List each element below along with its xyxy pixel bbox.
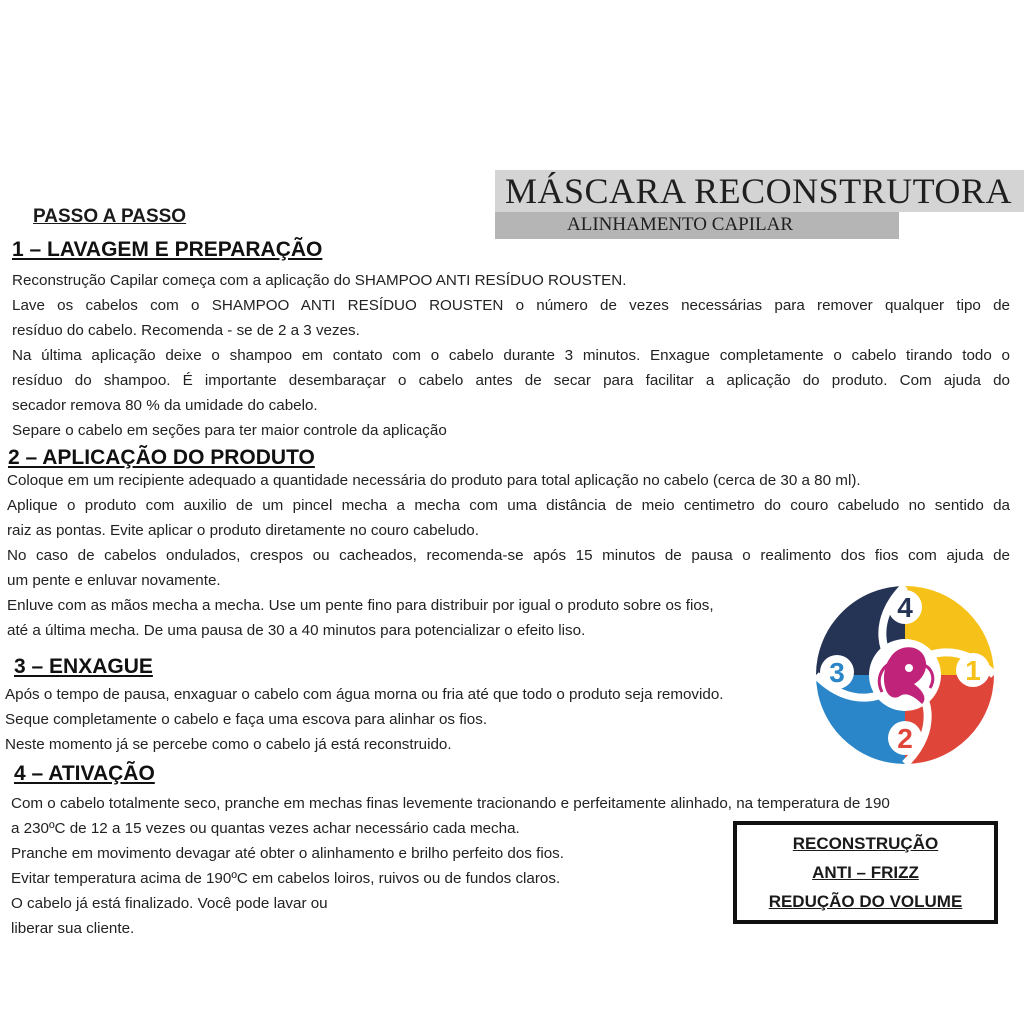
- steps-heading: PASSO A PASSO: [33, 206, 187, 227]
- section-3-body: [5, 682, 805, 757]
- cycle-label-2: 2: [897, 723, 913, 754]
- text-line: até a última mecha. De uma pausa de 30 a 40 minutos para potencializar o efeito liso.: [7, 622, 586, 639]
- text-line: um pente e enluvar novamente.: [7, 572, 221, 589]
- text-line: Com o cabelo totalmente seco, pranche em mechas finas levemente tracionando e perfeitamente alinhado, na temperatura de 190: [11, 795, 890, 812]
- section-4-heading: 4 – ATIVAÇÃO: [14, 762, 155, 785]
- cycle-label-3: 3: [829, 657, 845, 688]
- page-subtitle: ALINHAMENTO CAPILAR: [567, 214, 794, 235]
- benefits-box: [733, 821, 998, 924]
- benefit-anti-frizz: ANTI – FRIZZ: [812, 863, 919, 882]
- cycle-svg: [810, 580, 1000, 770]
- cycle-diagram: [810, 580, 1000, 770]
- page-title: MÁSCARA RECONSTRUTORA: [505, 171, 1012, 211]
- section-1-body: [12, 268, 1010, 443]
- text-line: Separe o cabelo em seções para ter maior controle da aplicação: [12, 422, 447, 439]
- text-line: a 230ºC de 12 a 15 vezes ou quantas vezes achar necessário cada mecha.: [11, 820, 520, 837]
- text-line: Neste momento já se percebe como o cabelo já está reconstruido.: [5, 736, 452, 753]
- text-line: Pranche em movimento devagar até obter o alinhamento e brilho perfeito dos fios.: [11, 845, 564, 862]
- text-line: Reconstrução Capilar começa com a aplicação do SHAMPOO ANTI RESÍDUO ROUSTEN.: [12, 272, 627, 289]
- section-3-heading: 3 – ENXAGUE: [14, 655, 153, 678]
- text-line: Enluve com as mãos mecha a mecha. Use um pente fino para distribuir por igual o produto sobre os fios,: [7, 597, 714, 614]
- cycle-label-1: 1: [965, 655, 981, 686]
- text-line: resíduo do shampoo. É importante desembaraçar o cabelo antes de secar para facilitar a aplicação do produto. Com ajuda do: [12, 372, 1010, 389]
- benefit-reducao-volume: REDUÇÃO DO VOLUME: [768, 892, 963, 911]
- text-line: O cabelo já está finalizado. Você pode lavar ou: [11, 895, 328, 912]
- text-line: resíduo do cabelo. Recomenda - se de 2 a 3 vezes.: [12, 322, 360, 339]
- text-line: raiz as pontas. Evite aplicar o produto diretamente no couro cabeludo.: [7, 522, 479, 539]
- text-line: Aplique o produto com auxilio de um pincel mecha a mecha com uma distância de meio centimetro do couro cabeludo no sentido da: [7, 497, 1010, 514]
- text-line: Lave os cabelos com o SHAMPOO ANTI RESÍDUO ROUSTEN o número de vezes necessárias para remover qualquer tipo de: [12, 297, 1010, 314]
- text-line: Seque completamente o cabelo e faça uma escova para alinhar os fios.: [5, 711, 488, 728]
- text-line: No caso de cabelos ondulados, crespos ou cacheados, recomenda-se após 15 minutos de pausa o realimento dos fios com ajuda de: [7, 547, 1010, 564]
- text-line: Após o tempo de pausa, enxaguar o cabelo com água morna ou fria até que todo o produto seja removido.: [5, 686, 724, 703]
- text-line: Coloque em um recipiente adequado a quantidade necessária do produto para total aplicação no cabelo (cerca de 30 a 80 ml).: [7, 472, 861, 489]
- text-line: secador remova 80 % da umidade do cabelo.: [12, 397, 318, 414]
- section-1-heading: 1 – LAVAGEM E PREPARAÇÃO: [12, 238, 323, 261]
- benefit-reconstrucao: RECONSTRUÇÃO: [792, 834, 939, 853]
- cycle-label-4: 4: [897, 592, 913, 623]
- text-line: Na última aplicação deixe o shampoo em contato com o cabelo durante 3 minutos. Enxague completamente o cabelo tirando todo o: [12, 347, 1010, 364]
- section-2-heading: 2 – APLICAÇÃO DO PRODUTO: [8, 446, 315, 469]
- text-line: liberar sua cliente.: [11, 920, 135, 937]
- text-line: Evitar temperatura acima de 190ºC em cabelos loiros, ruivos ou de fundos claros.: [11, 870, 561, 887]
